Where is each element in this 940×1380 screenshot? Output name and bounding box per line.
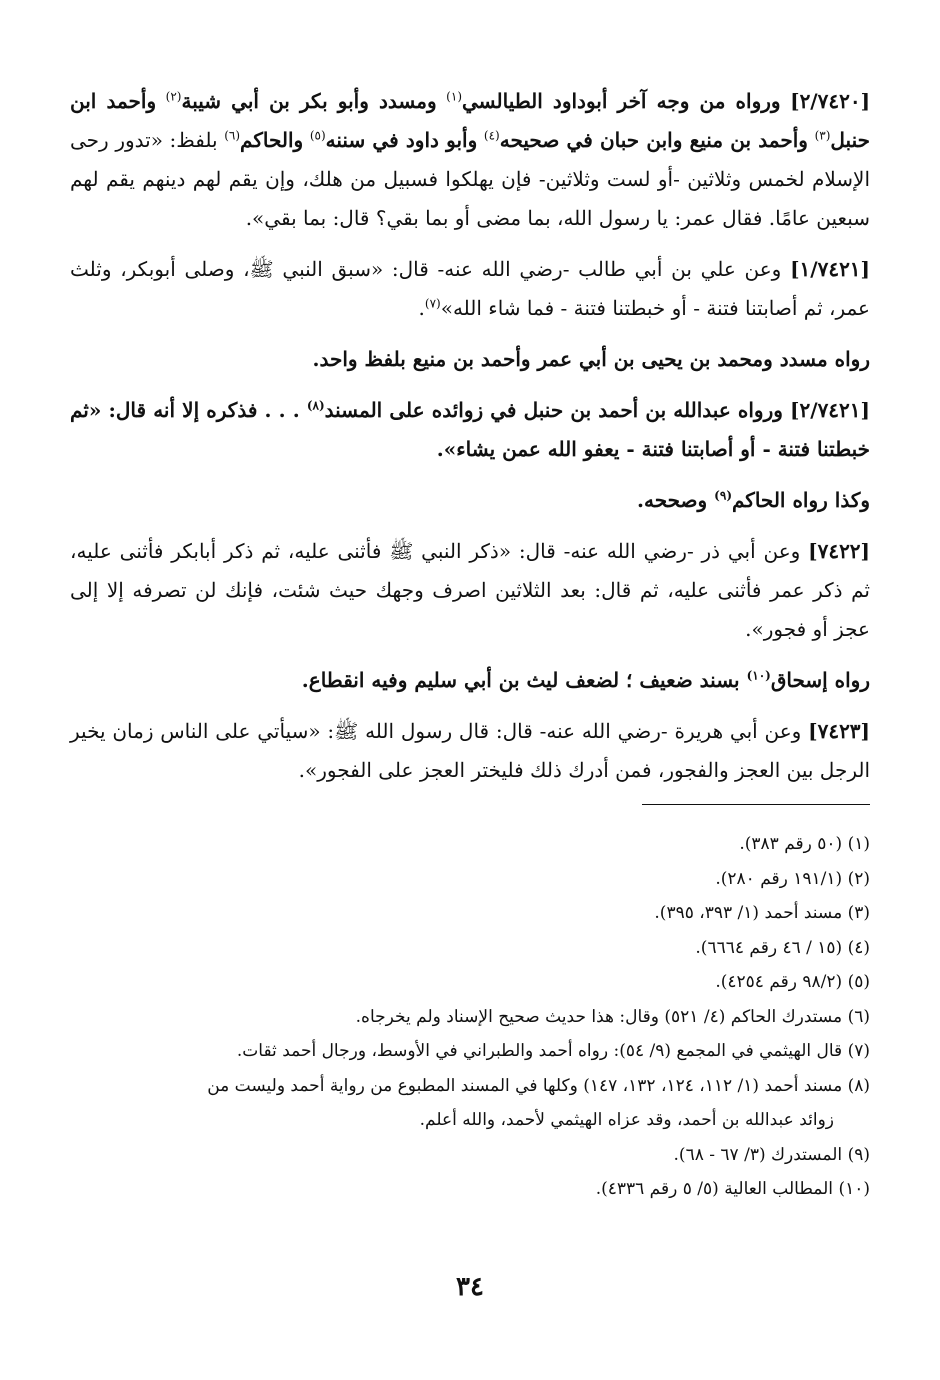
footnote-ref[interactable]: (٨)	[306, 398, 325, 413]
narration-note	[70, 481, 870, 520]
footnote-text: (٥٠ رقم ٣٨٣).	[739, 834, 843, 854]
hadith-text: وعن علي بن أبي طالب -رضي الله عنه- قال: «سبق النبي ﷺ، وصلى أبوبكر، وثلث عمر، ثم أصابتنا فتنة - أو خبطتنا فتنة - فما شاء الله»	[70, 257, 870, 320]
hadith-text-end: .	[418, 296, 425, 320]
footnote-ref[interactable]: (٤)	[483, 128, 500, 143]
footnote-number: (٨)	[847, 1075, 870, 1096]
footnote-number: (٥)	[847, 972, 870, 992]
footnote-number: (٤)	[847, 937, 870, 958]
hadith-7420-2	[70, 82, 870, 238]
footnote-ref[interactable]: (٣)	[814, 128, 831, 143]
footnote-4	[70, 931, 870, 966]
footnote-ref[interactable]: (١)	[446, 89, 462, 104]
footnote-10	[70, 1172, 870, 1207]
footnote-text: مسند أحمد (١/ ٣٩٣، ٣٩٥).	[654, 903, 843, 923]
narration-text: وصححه.	[637, 488, 708, 512]
footnote-number: (١)	[847, 834, 870, 854]
footnote-ref[interactable]: (٦)	[224, 128, 241, 143]
hadith-text: ورواه من وجه آخر أبوداود الطيالسي	[462, 89, 781, 113]
footnote-6	[70, 1000, 870, 1035]
hadith-7422	[70, 532, 870, 649]
hadith-text: وعن أبي ذر -رضي الله عنه- قال: «ذكر النبي ﷺ فأثنى عليه، ثم ذكر أبابكر فأثنى عليه، ثم ذكر عمر فأثنى عليه، ثم قال: بعد الثلاثين اصرف وجهك حيث شئت، فإنك لن تصرفه إلا إلى عجز أو فجور».	[70, 539, 870, 641]
hadith-text: وأحمد بن منيع وابن حبان في صحيحه	[499, 128, 808, 152]
footnote-text-continued: زوائد عبدالله بن أحمد، وقد عزاه الهيثمي لأحمد، والله أعلم.	[419, 1110, 834, 1130]
footnote-7	[70, 1034, 870, 1069]
hadith-number: [٢/٧٤٢١]	[790, 398, 870, 422]
footnote-text: قال الهيثمي في المجمع (٩/ ٥٤): رواه أحمد والطبراني في الأوسط، ورجال أحمد ثقات.	[236, 1041, 843, 1061]
footnote-ref[interactable]: (١٠)	[746, 668, 771, 683]
footnotes	[70, 827, 870, 1207]
footnote-text: المطالب العالية (٥/ ٥ رقم ٤٣٣٦).	[595, 1179, 834, 1199]
narration-note	[70, 661, 870, 700]
footnote-ref[interactable]: (٥)	[309, 128, 326, 143]
footnote-number: (٧)	[847, 1041, 870, 1061]
footnote-text: مسند أحمد (١/ ١١٢، ١٢٤، ١٣٢، ١٤٧) وكلها في المسند المطبوع من رواية أحمد وليست من	[207, 1075, 843, 1096]
footnote-1	[70, 827, 870, 862]
hadith-number: [٧٤٢٢]	[808, 539, 871, 563]
hadith-text: بلفظ: «تدور رحى الإسلام لخمس وثلاثين -أو لست وثلاثين- فإن يهلكوا فسبيل من هلك، وإن يقم لهم دينهم يقم لهم سبعين عامًا. فقال عمر: يا رسول الله، بما مضى أو بما بقي؟ قال: بما بقي».	[70, 128, 870, 230]
hadith-text: ومسدد وأبو بكر بن أبي شيبة	[181, 89, 437, 113]
hadith-7421-1	[70, 250, 870, 328]
narration-note	[70, 340, 870, 379]
page-number: ٣٤	[456, 1272, 484, 1302]
hadith-number: [٧٤٢٣]	[808, 719, 871, 743]
footnote-separator	[70, 804, 870, 805]
hadith-text: وعن أبي هريرة -رضي الله عنه- قال: قال رسول الله ﷺ: «سيأتي على الناس زمان يخير الرجل بين العجز والفجور، فمن أدرك ذلك فليختر العجز على الفجور».	[70, 719, 870, 782]
footnote-ref[interactable]: (٧)	[424, 296, 441, 311]
footnote-number: (٩)	[847, 1144, 870, 1165]
hadith-text: ورواه عبدالله بن أحمد بن حنبل في زوائده على المسند	[324, 398, 783, 422]
footnote-number: (١٠)	[838, 1179, 870, 1199]
footnote-5	[70, 965, 870, 1000]
footnote-2	[70, 862, 870, 897]
footnote-9	[70, 1138, 870, 1173]
footnote-8	[70, 1069, 870, 1138]
hadith-7421-2	[70, 391, 870, 469]
hadith-7423	[70, 712, 870, 790]
separator-line	[642, 804, 870, 805]
footnote-text: (١٩١/١ رقم ٢٨٠).	[715, 868, 843, 889]
hadith-number: [٢/٧٤٢٠]	[790, 89, 871, 113]
footnote-ref[interactable]: (٢)	[165, 89, 182, 104]
hadith-text: والحاكم	[240, 128, 304, 152]
footnote-ref[interactable]: (٩)	[714, 488, 732, 503]
footnote-number: (٦)	[847, 1006, 870, 1027]
hadith-text: وأبو داود في سننه	[325, 128, 478, 152]
narration-text: رواه مسدد ومحمد بن يحيى بن أبي عمر وأحمد بن منيع بلفظ واحد.	[312, 347, 870, 371]
hadith-text: . . . فذكره إلا أنه قال: «ثم خبطتنا فتنة - أو أصابتنا فتنة - يعفو الله عمن يشاء».	[70, 398, 870, 461]
footnote-text: (٩٨/٢ رقم ٤٢٥٤).	[715, 972, 843, 992]
footnote-text: المستدرك (٣/ ٦٧ - ٦٨).	[673, 1144, 843, 1165]
footnote-number: (٣)	[847, 903, 870, 923]
narration-text: رواه إسحاق	[770, 668, 870, 692]
footnote-text: مستدرك الحاكم (٤/ ٥٢١) وقال: هذا حديث صحيح الإسناد ولم يخرجاه.	[355, 1006, 843, 1027]
footnote-number: (٢)	[847, 868, 870, 889]
hadith-text: وأحمد ابن حنبل	[70, 89, 870, 152]
narration-text: بسند ضعيف ؛ لضعف ليث بن أبي سليم وفيه انقطاع.	[301, 668, 740, 692]
footnote-text: (١٥ / ٤٦ رقم ٦٦٦٤).	[695, 937, 843, 958]
hadith-number: [١/٧٤٢١]	[790, 257, 871, 281]
narration-text: وكذا رواه الحاكم	[732, 488, 870, 512]
footnote-3	[70, 896, 870, 931]
